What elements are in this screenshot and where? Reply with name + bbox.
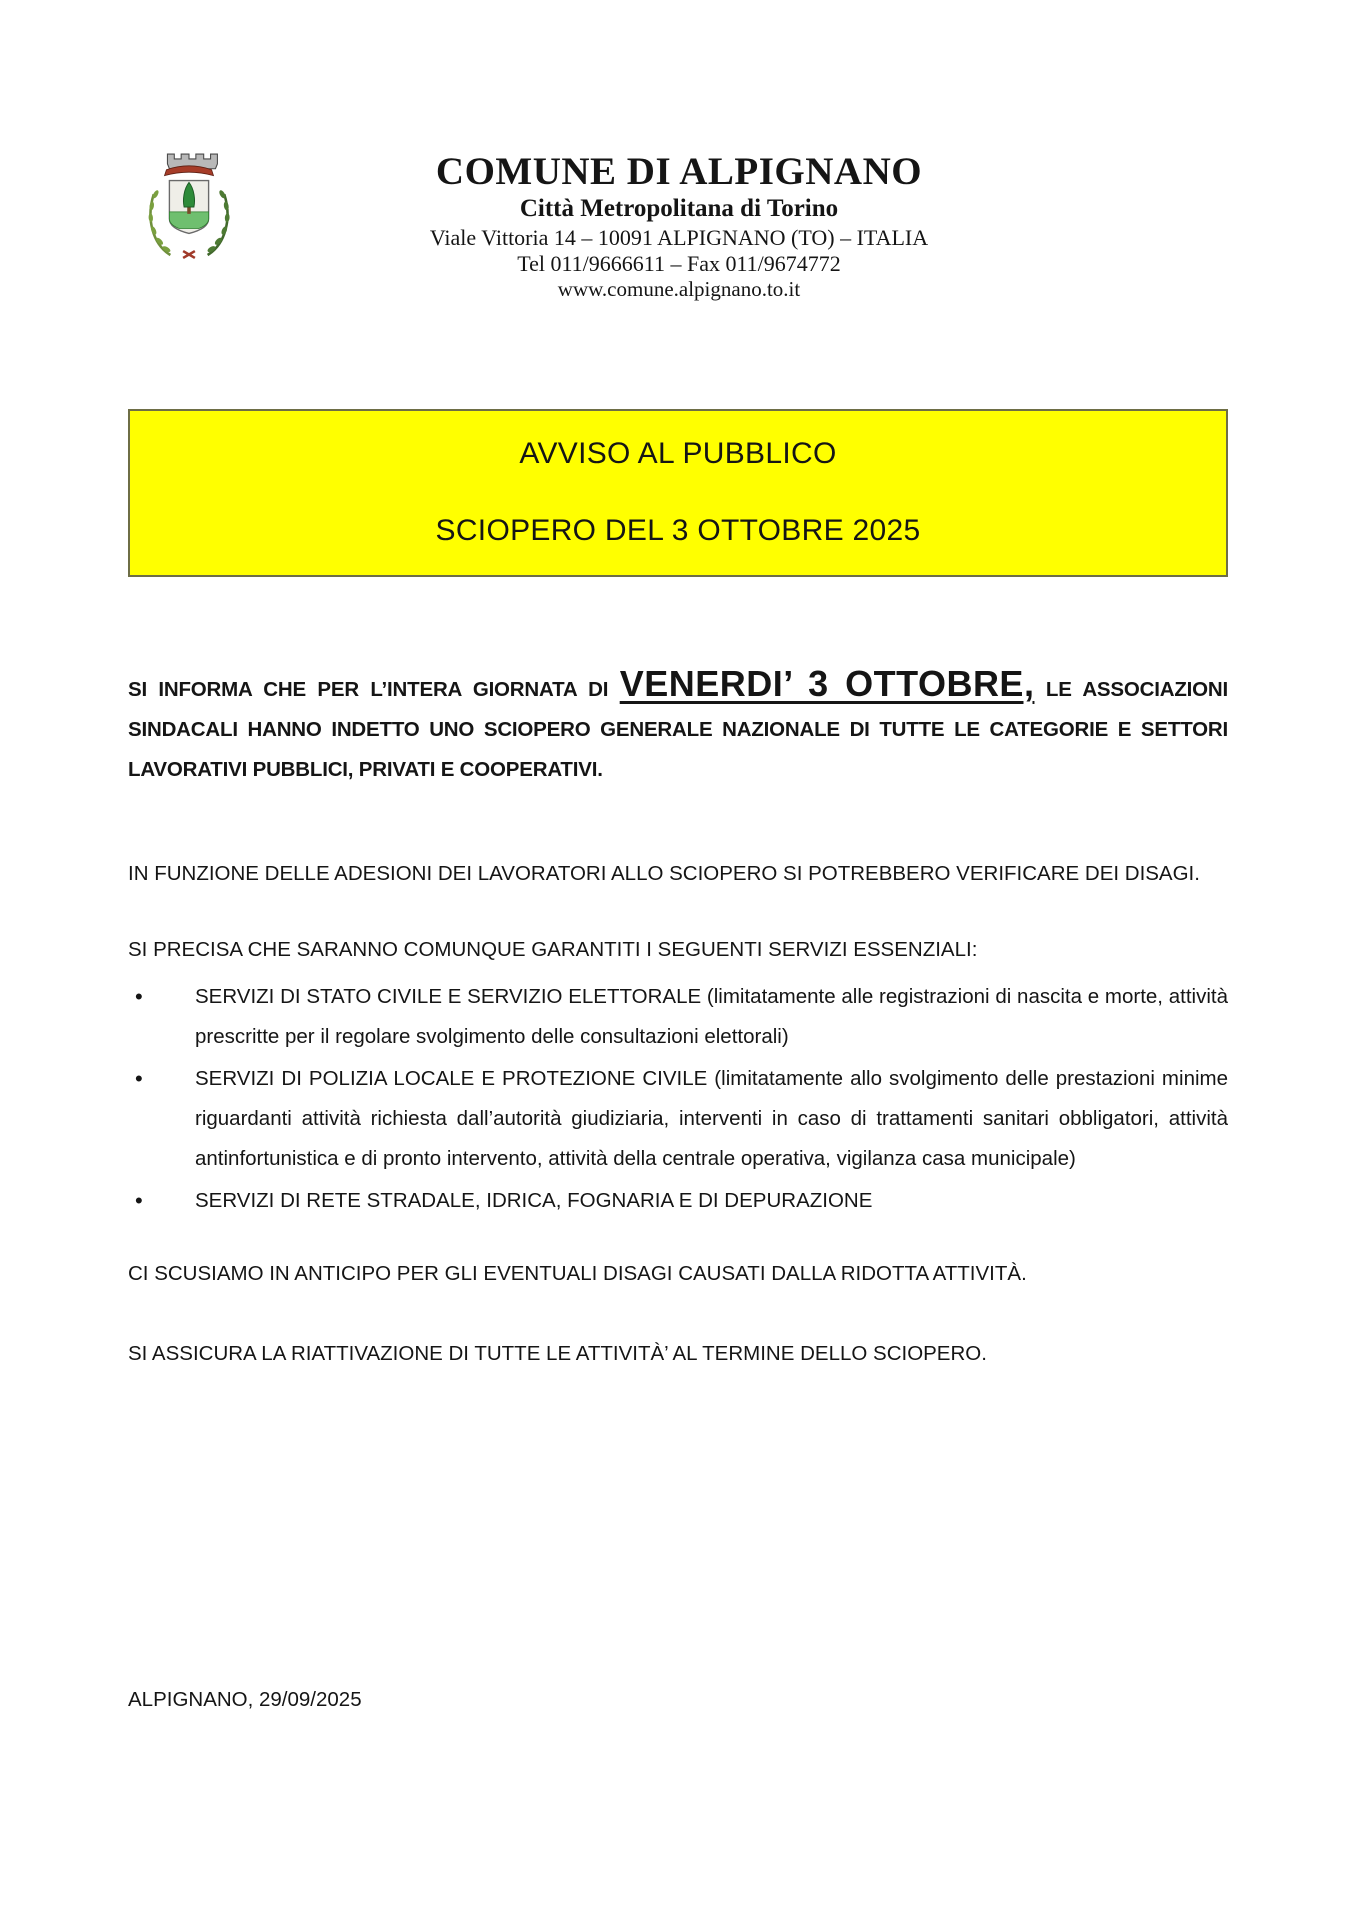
intro-paragraph <box>128 664 1228 790</box>
notice-body <box>128 664 1228 1374</box>
strike-date-highlight: VENERDI’ 3 OTTOBRE, <box>619 663 1035 704</box>
list-item: • SERVIZI DI RETE STRADALE, IDRICA, FOGNARIA E DI DEPURAZIONE <box>128 1181 1228 1221</box>
address-line: Viale Vittoria 14 – 10091 ALPIGNANO (TO) – ITALIA <box>429 225 929 250</box>
intro-lead: SI INFORMA CHE PER L’INTERA GIORNATA DI <box>128 678 620 701</box>
place-and-date: ALPIGNANO, 29/09/2025 <box>128 1688 362 1711</box>
paragraph-reactivation: SI ASSICURA LA RIATTIVAZIONE DI TUTTE LE ATTIVITÀ’ AL TERMINE DELLO SCIOPERO. <box>128 1342 987 1365</box>
banner-title: AVVISO AL PUBBLICO <box>519 437 837 470</box>
banner-subtitle: SCIOPERO DEL 3 OTTOBRE 2025 <box>435 514 921 547</box>
paragraph-apology: CI SCUSIAMO IN ANTICIPO PER GLI EVENTUALI DISAGI CAUSATI DALLA RIDOTTA ATTIVITÀ. <box>128 1262 1027 1285</box>
municipality-name: COMUNE DI ALPIGNANO <box>435 150 923 193</box>
list-item: • SERVIZI DI STATO CIVILE E SERVIZIO ELETTORALE (limitatamente alle registrazioni di nascita e morte, attività prescritte per il regolare svolgimento delle consultazioni elettorali) <box>128 977 1228 1057</box>
intro-tail: LE ASSOCIAZIONI SINDACALI HANNO INDETTO UNO SCIOPERO GENERALE NAZIONALE DI TUTTE LE CATEGORIE E SETTORI LAVORATIVI PUBBLICI, PRIVATI E COOPERATIVI. <box>128 678 1228 781</box>
list-item: • SERVIZI DI POLIZIA LOCALE E PROTEZIONE CIVILE (limitatamente allo svolgimento delle prestazioni minime riguardanti attività richiesta dall’autorità giudiziaria, interventi in caso di trattamenti sanitari obbligatori, attività antinfortunistica e di pronto intervento, attività della centrale operativa, vigilanza casa municipale) <box>128 1059 1228 1179</box>
paragraph-disagi: IN FUNZIONE DELLE ADESIONI DEI LAVORATORI ALLO SCIOPERO SI POTREBBERO VERIFICARE DEI DISAGI. <box>128 862 1200 885</box>
paragraph-servizi-essenziali: SI PRECISA CHE SARANNO COMUNQUE GARANTITI I SEGUENTI SERVIZI ESSENZIALI: <box>128 938 978 961</box>
province-name: Città Metropolitana di Torino <box>519 195 839 222</box>
website-url: www.comune.alpignano.to.it <box>557 277 801 301</box>
guaranteed-services-list <box>128 977 1228 1221</box>
letterhead <box>0 150 1358 302</box>
public-notice-banner <box>128 409 1228 577</box>
phone-fax-line: Tel 011/9666611 – Fax 011/9674772 <box>517 251 841 276</box>
